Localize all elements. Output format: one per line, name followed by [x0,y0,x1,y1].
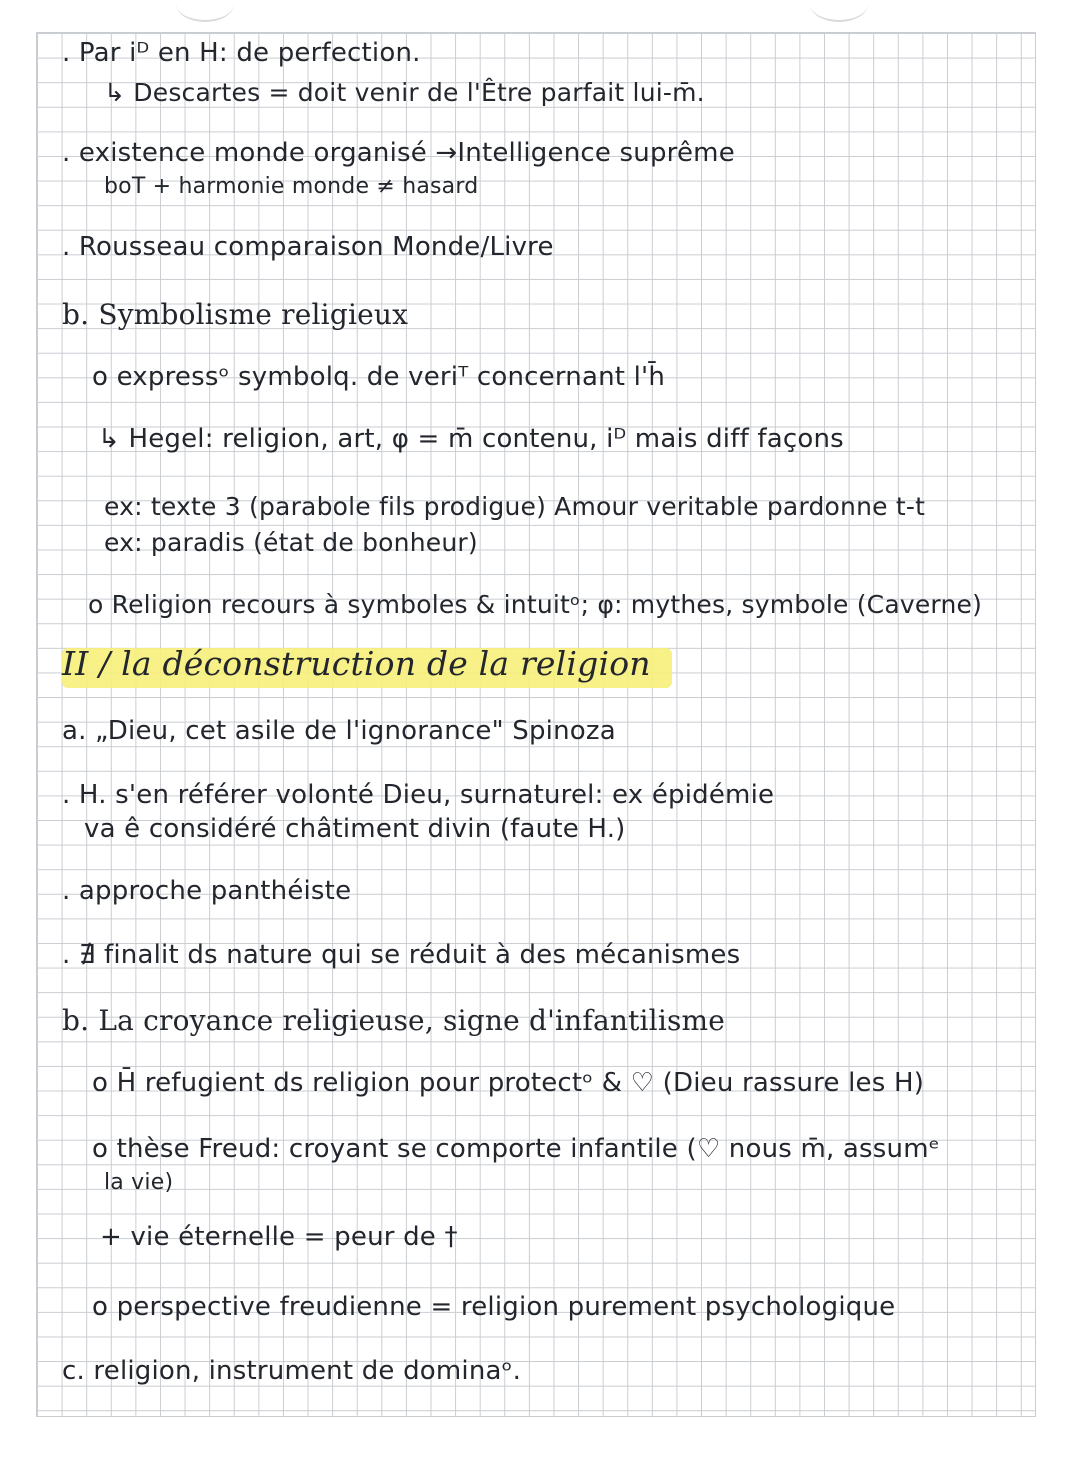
note-line: o perspective freudienne = religion purement psychologique [92,1292,896,1322]
part-title: II / la déconstruction de la religion [62,644,651,683]
note-line: ↳ Descartes = doit venir de l'Être parfait lui-m̄. [104,78,705,107]
section-heading: a. „Dieu, cet asile de l'ignorance" Spinoza [62,716,616,746]
note-line: ex: texte 3 (parabole fils prodigue) Amour veritable pardonne t-t [104,492,926,521]
note-line: la vie) [104,1170,174,1195]
note-line: . Par iᴰ en H: de perfection. [62,38,421,68]
note-line: va ê considéré châtiment divin (faute H.) [84,814,626,844]
section-heading: b. Symbolisme religieux [62,298,409,331]
note-line: . approche panthéiste [62,876,352,906]
note-line: o H̄ refugient ds religion pour protectᵒ & ♡ (Dieu rassure les H) [92,1068,925,1098]
note-line: ex: paradis (état de bonheur) [104,528,478,557]
note-line: o expressᵒ symbolq. de veriᵀ concernant l'h̄ [92,362,666,392]
section-heading: c. religion, instrument de dominaᵒ. [62,1356,522,1386]
note-line: o thèse Freud: croyant se comporte infantile (♡ nous m̄, assumᵉ [92,1134,940,1164]
note-line: + vie éternelle = peur de † [100,1222,458,1252]
note-line: boT + harmonie monde ≠ hasard [104,174,479,199]
note-line: o Religion recours à symboles & intuitᵒ; φ: mythes, symbole (Caverne) [88,590,983,619]
binder-hole-right [810,0,868,22]
note-line: . ∄ finalit ds nature qui se réduit à des mécanismes [62,940,741,970]
note-line: ↳ Hegel: religion, art, φ = m̄ contenu, iᴰ mais diff façons [98,424,844,454]
note-line: . existence monde organisé →Intelligence suprême [62,138,735,168]
binder-hole-left [176,0,234,22]
note-line: . Rousseau comparaison Monde/Livre [62,232,554,262]
note-line: . H. s'en référer volonté Dieu, surnaturel: ex épidémie [62,780,775,810]
section-heading: b. La croyance religieuse, signe d'infantilisme [62,1004,726,1037]
